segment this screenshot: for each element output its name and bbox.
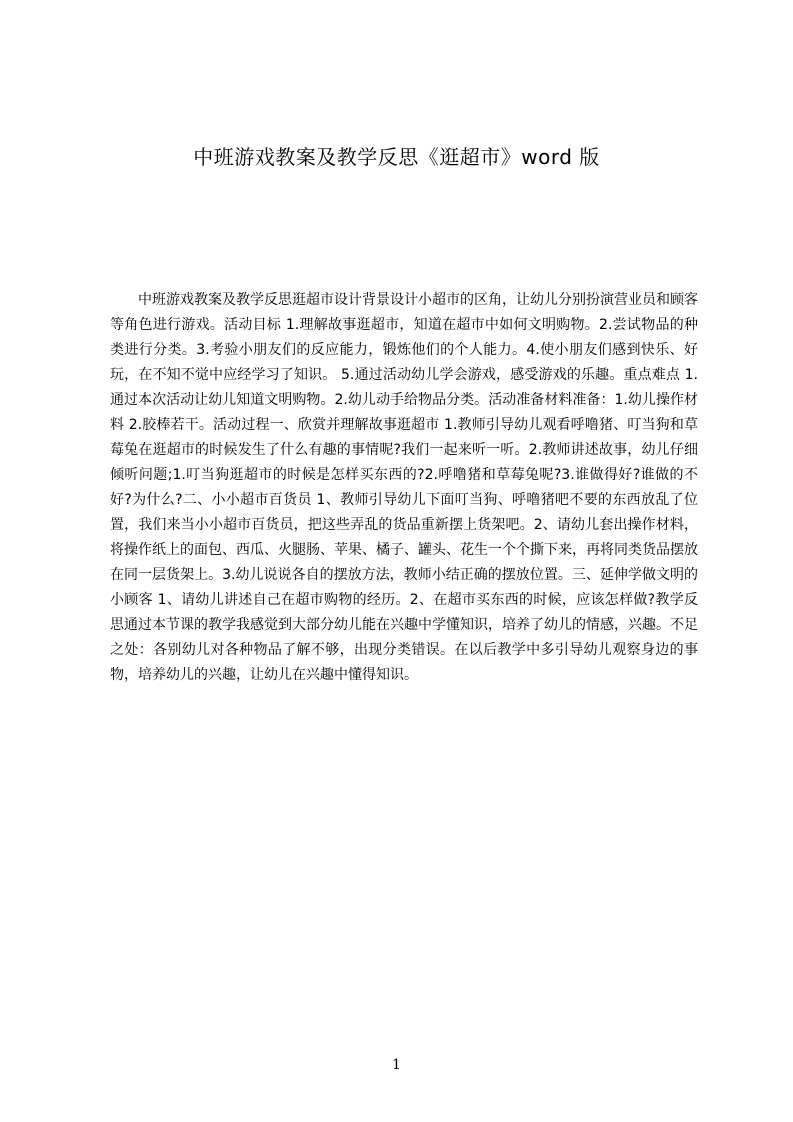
page-number: 1	[392, 1057, 401, 1073]
document-body: 中班游戏教案及教学反思逛超市设计背景设计小超市的区角，让幼儿分别扮演营业员和顾客等角色进行游戏。活动目标 1.理解故事逛超市，知道在超市中如何文明购物。2.尝试物品的种类进行分类。3.考验小朋友们的反应能力，锻炼他们的个人能力。4.使小朋友们感到快乐、好玩，在不知不觉中应经学习了知识。 5.通过活动幼儿学会游戏，感受游戏的乐趣。重点难点 1.通过本次活动让幼儿知道文明购物。2.幼儿动手给物品分类。活动准备材料准备：1.幼儿操作材料 2.胶棒若干。活动过程一、欣赏并理解故事逛超市 1.教师引导幼儿观看呼噜猪、叮当狗和草莓兔在逛超市的时候发生了什么有趣的事情呢?我们一起来听一听。2.教师讲述故事，幼儿仔细倾听问题;1.叮当狗逛超市的时候是怎样买东西的?2.呼噜猪和草莓兔呢?3.谁做得好?谁做的不好?为什么?二、小小超市百货员 1、教师引导幼儿下面叮当狗、呼噜猪吧不要的东西放乱了位置，我们来当小小超市百货员，把这些弄乱的货品重新摆上货架吧。2、请幼儿套出操作材料，将操作纸上的面包、西瓜、火腿肠、苹果、橘子、罐头、花生一个个撕下来，再将同类货品摆放在同一层货架上。3.幼儿说说各自的摆放方法，教师小结正确的摆放位置。三、延伸学做文明的小顾客 1、请幼儿讲述自己在超市购物的经历。2、在超市买东西的时候，应该怎样做?教学反思通过本节课的教学我感觉到大部分幼儿能在兴趣中学懂知识，培养了幼儿的情感，兴趣。不足之处：各别幼儿对各种物品了解不够，出现分类错误。在以后教学中多引导幼儿观察身边的事物，培养幼儿的兴趣，让幼儿在兴趣中懂得知识。	[110, 292, 698, 683]
document-title: 中班游戏教案及教学反思《逛超市》word 版	[193, 145, 600, 169]
